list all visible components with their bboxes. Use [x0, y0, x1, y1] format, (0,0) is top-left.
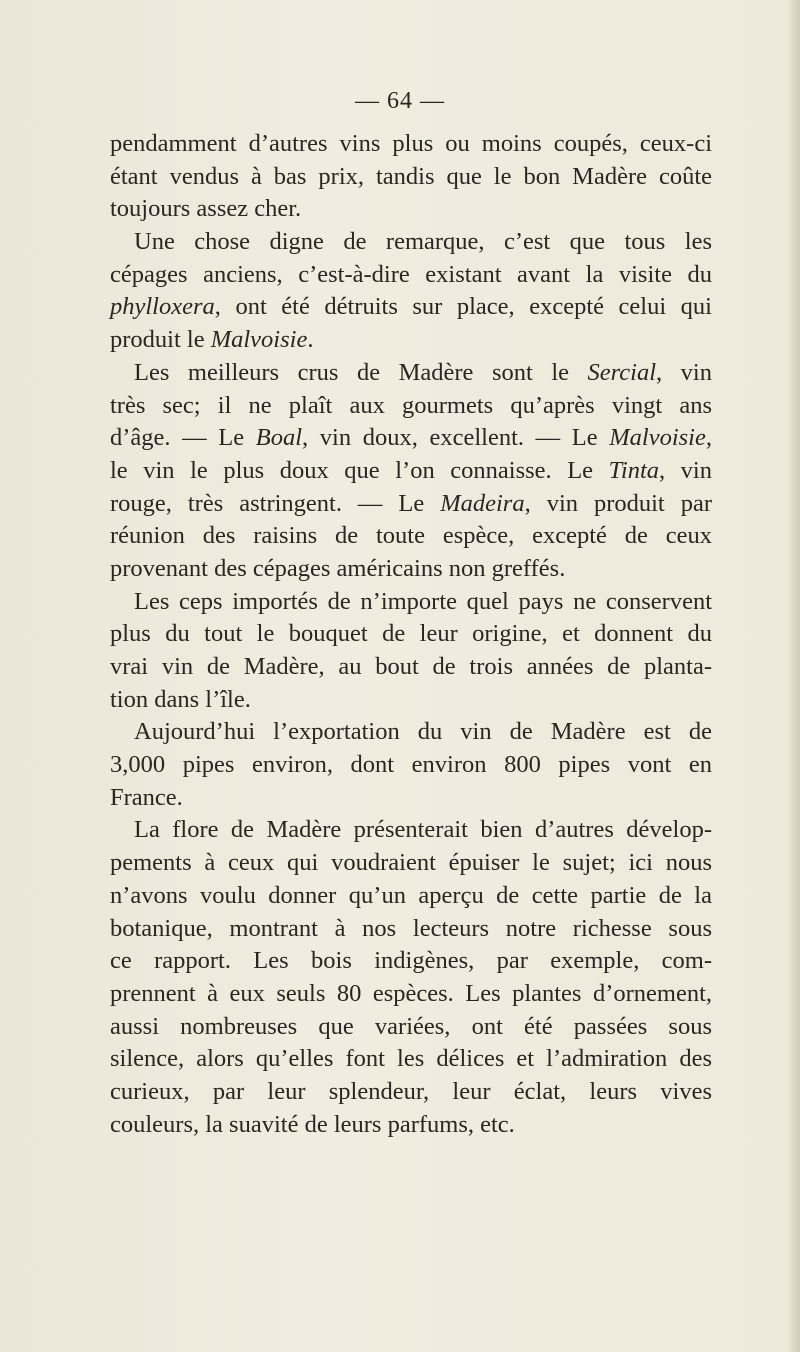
text-segment: , vin produit par	[524, 489, 712, 517]
text-segment: cépages anciens, c’est-à-dire existant avant la visite du	[110, 260, 712, 288]
text-line	[110, 390, 712, 423]
text-line	[110, 324, 712, 357]
text-line	[110, 684, 712, 717]
text-line	[110, 913, 712, 946]
italic-term: Madeira	[440, 489, 525, 517]
text-segment: ,	[705, 424, 712, 452]
text-segment: très sec; il ne plaît aux gourmets qu’après vingt ans	[110, 391, 712, 419]
text-line	[110, 814, 712, 847]
text-segment: prennent à eux seuls 80 espèces. Les plantes d’ornement,	[110, 979, 712, 1007]
text-segment: pements à ceux qui voudraient épuiser le sujet; ici nous	[110, 849, 712, 877]
text-line	[110, 782, 712, 815]
text-line	[110, 1043, 712, 1076]
text-segment: , ont été détruits sur place, excepté celui qui	[214, 293, 712, 321]
text-line	[110, 945, 712, 978]
text-segment: plus du tout le bouquet de leur origine, et donnent du	[110, 620, 712, 648]
text-line	[110, 978, 712, 1011]
text-line	[110, 520, 712, 553]
text-segment: d’âge. — Le	[110, 424, 256, 452]
text-segment: provenant des cépages américains non greffés.	[110, 554, 566, 582]
text-segment: silence, alors qu’elles font les délices et l’admiration des	[110, 1045, 712, 1073]
text-segment: réunion des raisins de toute espèce, excepté de ceux	[110, 522, 712, 550]
text-segment: botanique, montrant à nos lecteurs notre richesse sous	[110, 914, 712, 942]
italic-term: Malvoisie	[609, 424, 706, 452]
text-segment: rouge, très astringent. — Le	[110, 489, 441, 517]
italic-term: Malvoisie	[210, 326, 308, 354]
text-line	[110, 586, 712, 619]
text-segment: vrai vin de Madère, au bout de trois années de planta-	[110, 653, 712, 680]
text-segment: tion dans l’île.	[110, 685, 251, 713]
text-segment: ce rapport. Les bois indigènes, par exemple, com-	[110, 947, 712, 975]
text-line	[110, 161, 712, 194]
text-line	[110, 226, 712, 259]
text-line	[110, 749, 712, 782]
text-segment: aussi nombreuses que variées, ont été passées sous	[110, 1012, 712, 1040]
page-number: — 64 —	[355, 88, 445, 114]
text-segment: , vin doux, excellent. — Le	[302, 424, 610, 452]
text-line	[110, 847, 712, 880]
text-segment: étant vendus à bas prix, tandis que le bon Madère coûte	[110, 162, 712, 190]
text-line	[110, 193, 712, 226]
text-line	[110, 259, 712, 292]
italic-term: Sercial	[587, 358, 657, 386]
text-line	[110, 1076, 712, 1109]
text-segment: toujours assez cher.	[110, 195, 302, 223]
text-line	[110, 716, 712, 749]
text-line	[110, 651, 712, 684]
text-segment: pendamment d’autres vins plus ou moins coupés, ceux-ci	[110, 130, 712, 157]
italic-term: Tinta	[608, 456, 659, 484]
text-line	[110, 880, 712, 913]
text-segment: , vin	[656, 358, 712, 386]
italic-term: Boal	[255, 424, 303, 452]
text-segment: n’avons voulu donner qu’un aperçu de cette partie de la	[110, 881, 712, 909]
text-line	[110, 455, 712, 488]
text-segment: curieux, par leur splendeur, leur éclat, leurs vives	[110, 1077, 712, 1105]
text-segment: produit le	[110, 326, 211, 354]
text-line	[110, 291, 712, 324]
text-line	[110, 488, 712, 521]
text-segment: couleurs, la suavité de leurs parfums, etc.	[110, 1110, 515, 1138]
text-line	[110, 357, 712, 390]
text-line	[110, 1011, 712, 1044]
text-line	[110, 1109, 712, 1142]
text-segment: Les meilleurs crus de Madère sont le	[134, 358, 588, 386]
text-segment: , vin	[659, 456, 712, 484]
text-segment: La flore de Madère présenterait bien d’autres dévelop-	[134, 816, 712, 844]
text-line	[110, 128, 712, 161]
text-line	[110, 422, 712, 455]
text-segment: le vin le plus doux que l’on connaisse. Le	[110, 456, 609, 484]
text-line	[110, 553, 712, 586]
text-segment: Aujourd’hui l’exportation du vin de Madère est de	[134, 718, 712, 746]
text-line	[110, 618, 712, 651]
text-segment: France.	[110, 783, 183, 811]
body-text	[110, 128, 712, 1141]
text-segment: .	[307, 326, 314, 354]
page-edge-shadow	[786, 0, 800, 1352]
text-segment: 3,000 pipes environ, dont environ 800 pipes vont en	[110, 751, 712, 779]
text-segment: Une chose digne de remarque, c’est que tous les	[134, 228, 712, 256]
text-segment: Les ceps importés de n’importe quel pays ne conservent	[134, 587, 712, 615]
italic-term: phylloxera	[110, 293, 215, 321]
